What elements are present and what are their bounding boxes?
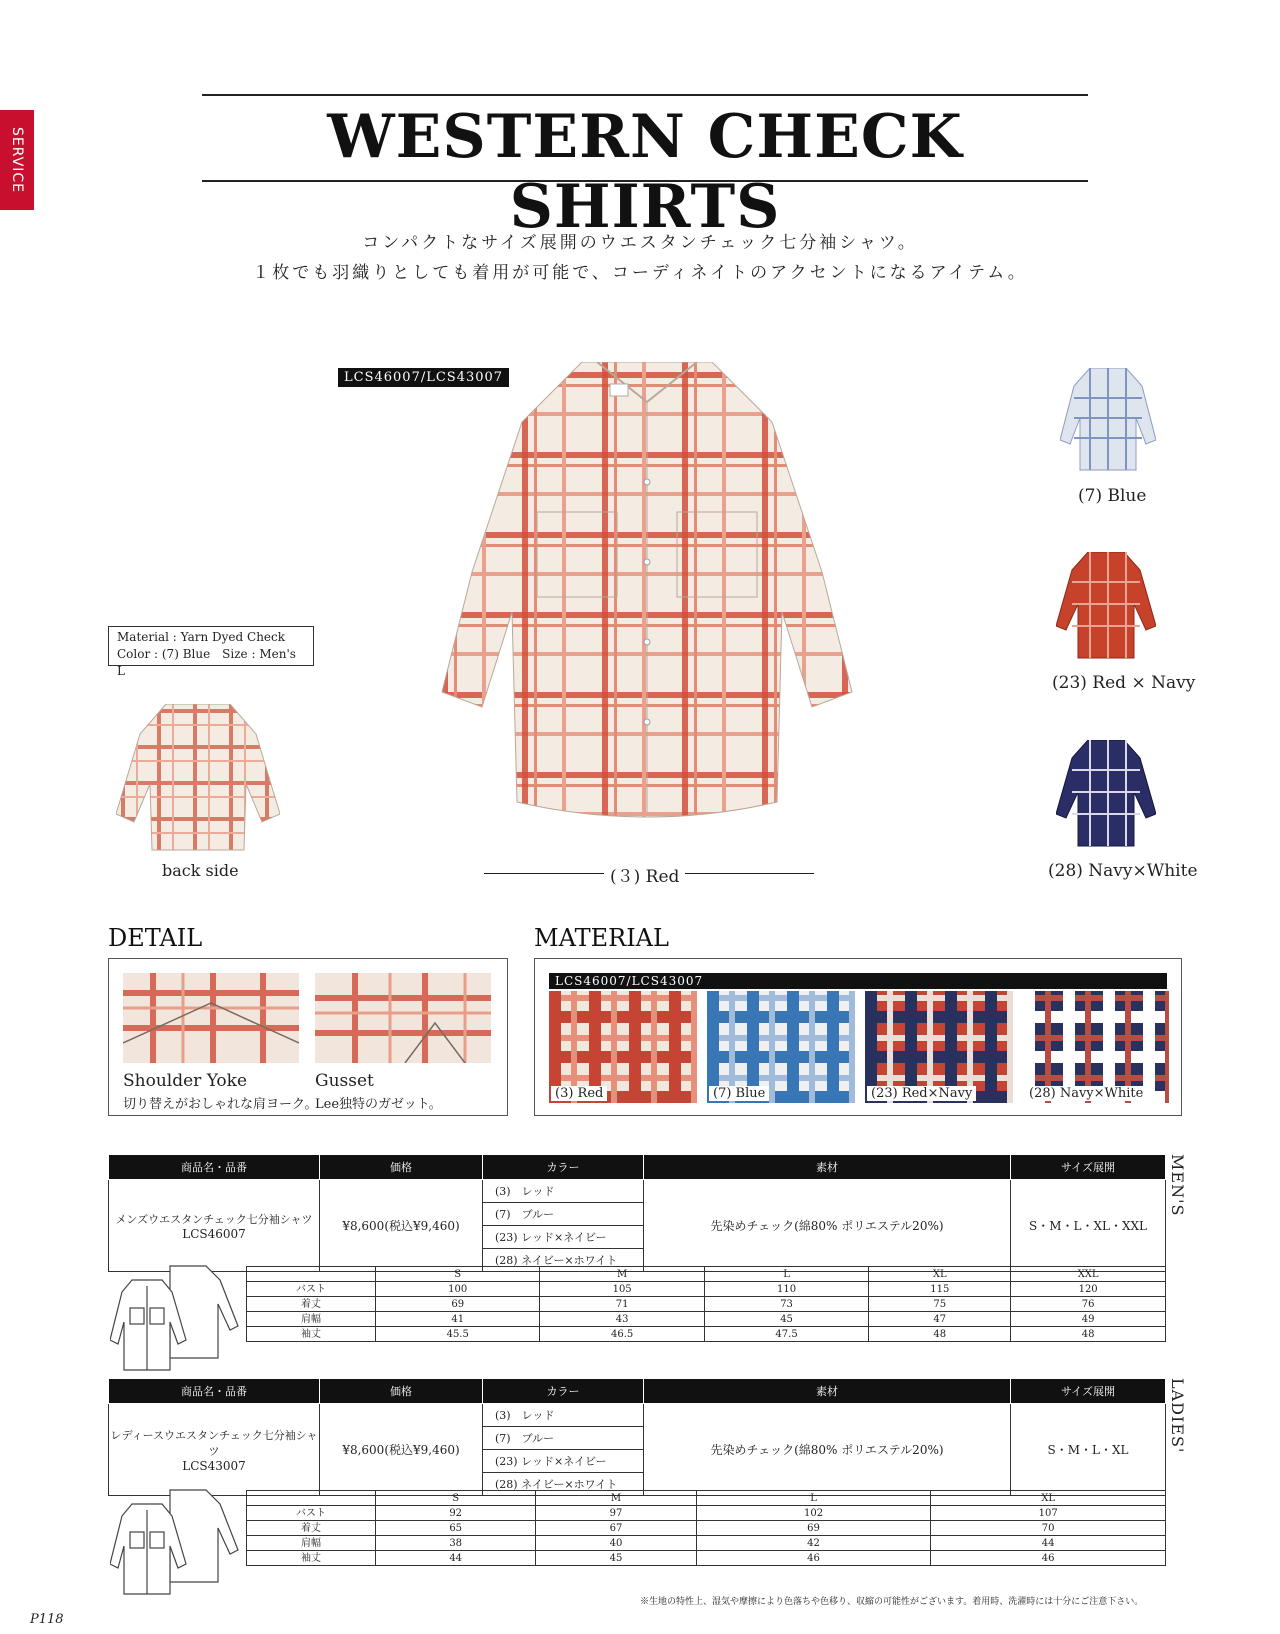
title-frame	[202, 94, 1088, 242]
mens-row-shoulder: 肩幅	[247, 1312, 376, 1327]
shoulder-yoke-desc: 切り替えがおしゃれな肩ヨーク。	[123, 1097, 318, 1112]
swatch-row	[549, 991, 1169, 1103]
mens-material: 先染めチェック(綿80% ポリエステル20%)	[644, 1180, 1011, 1272]
variant-blue-image[interactable]	[1060, 368, 1156, 476]
ladies-price: ¥8,600(税込¥9,460)	[320, 1404, 483, 1496]
ladies-code: LCS43007	[182, 1458, 246, 1473]
mens-row-bust: バスト	[247, 1282, 376, 1297]
size-cell: 70	[931, 1521, 1166, 1536]
ladies-row-bust: バスト	[247, 1506, 376, 1521]
header-name: 商品名・品番	[109, 1155, 320, 1180]
mens-flat-sketch	[110, 1262, 240, 1376]
size-cell: 110	[704, 1282, 868, 1297]
ladies-size-col-l: L	[696, 1491, 931, 1506]
size-cell: 69	[376, 1297, 540, 1312]
size-cell: 45	[536, 1551, 696, 1566]
size-cell: 47.5	[704, 1327, 868, 1342]
ladies-size-table	[246, 1490, 1166, 1566]
size-cell: 38	[376, 1536, 536, 1551]
ladies-material: 先染めチェック(綿80% ポリエステル20%)	[644, 1404, 1011, 1496]
care-footnote: ※生地の特性上、湿気や摩擦により色落ちや色移り、収縮の可能性がございます。着用時、洗濯時には十分にご注意下さい。	[640, 1597, 1144, 1607]
size-cell: 97	[536, 1506, 696, 1521]
variant-navy-white-caption: (28) Navy×White	[1048, 861, 1198, 881]
size-cell: 48	[869, 1327, 1011, 1342]
header-color: カラー	[483, 1155, 644, 1180]
mens-size-col-m: M	[540, 1267, 704, 1282]
size-cell: 43	[540, 1312, 704, 1327]
size-cell: 100	[376, 1282, 540, 1297]
swatch-navy-white-label: (28) Navy×White	[1025, 1086, 1147, 1101]
size-cell: 40	[536, 1536, 696, 1551]
intro-line-1: コンパクトなサイズ展開のウエスタンチェック七分袖シャツ。	[362, 233, 918, 253]
ladies-color-2: (7) ブルー	[483, 1427, 644, 1450]
header-name: 商品名・品番	[109, 1379, 320, 1404]
swatch-red-label: (3) Red	[551, 1086, 607, 1101]
ladies-label: LADIES'	[1168, 1378, 1187, 1454]
size-cell: 65	[376, 1521, 536, 1536]
ladies-row-length: 着丈	[247, 1521, 376, 1536]
ladies-name: レディースウエスタンチェック七分袖シャツ	[110, 1428, 318, 1458]
variant-navy-white-image[interactable]	[1056, 740, 1156, 852]
product-code-tag: LCS46007/LCS43007	[338, 368, 509, 387]
size-cell: 75	[869, 1297, 1011, 1312]
spec-note	[108, 626, 314, 678]
spec-color-size: Color : (7) Blue Size : Men's L	[117, 647, 296, 678]
intro-line-2: １枚でも羽織りとしても着用が可能で、コーディネイトのアクセントになるアイテム。	[252, 263, 1028, 283]
size-cell: 76	[1011, 1297, 1166, 1312]
spec-material: Material : Yarn Dyed Check	[117, 630, 286, 644]
size-cell: 48	[1011, 1327, 1166, 1342]
size-cell: 45.5	[376, 1327, 540, 1342]
ladies-color-4: (28) ネイビー×ホワイト	[483, 1473, 644, 1496]
header-price: 価格	[320, 1379, 483, 1404]
swatch-red[interactable]	[549, 991, 697, 1103]
mens-size-col-xxl: XXL	[1011, 1267, 1166, 1282]
mens-price: ¥8,600(税込¥9,460)	[320, 1180, 483, 1272]
mens-sizes: S・M・L・XL・XXL	[1011, 1180, 1166, 1272]
gusset-desc: Lee独特のガゼット。	[315, 1097, 442, 1112]
mens-code: LCS46007	[182, 1226, 246, 1241]
variant-red-navy-image[interactable]	[1056, 552, 1156, 664]
size-cell: 46	[696, 1551, 931, 1566]
material-heading: MATERIAL	[534, 924, 669, 952]
ladies-size-col-m: M	[536, 1491, 696, 1506]
header-material: 素材	[644, 1379, 1011, 1404]
mens-color-1: (3) レッド	[483, 1180, 644, 1203]
size-cell: 105	[540, 1282, 704, 1297]
mens-size-col-s: S	[376, 1267, 540, 1282]
main-shirt-image	[432, 362, 862, 832]
swatch-blue-label: (7) Blue	[709, 1086, 769, 1101]
size-cell: 44	[931, 1536, 1166, 1551]
material-box	[534, 958, 1182, 1116]
ladies-color-1: (3) レッド	[483, 1404, 644, 1427]
ladies-spec-table	[108, 1378, 1166, 1496]
size-cell: 49	[1011, 1312, 1166, 1327]
header-color: カラー	[483, 1379, 644, 1404]
ladies-flat-sketch	[110, 1486, 240, 1600]
size-cell: 42	[696, 1536, 931, 1551]
swatch-red-navy[interactable]	[865, 991, 1013, 1103]
page-number: P118	[30, 1612, 64, 1627]
mens-size-col-l: L	[704, 1267, 868, 1282]
shoulder-yoke-image	[123, 973, 299, 1063]
size-cell: 44	[376, 1551, 536, 1566]
swatch-blue[interactable]	[707, 991, 855, 1103]
mens-row-sleeve: 袖丈	[247, 1327, 376, 1342]
ladies-color-3: (23) レッド×ネイビー	[483, 1450, 644, 1473]
ladies-size-col-xl: XL	[931, 1491, 1166, 1506]
mens-color-3: (23) レッド×ネイビー	[483, 1226, 644, 1249]
detail-box	[108, 958, 508, 1116]
service-tab[interactable]: SERVICE	[0, 110, 34, 210]
page-title: WESTERN CHECK SHIRTS	[327, 102, 963, 242]
mens-row-length: 着丈	[247, 1297, 376, 1312]
ladies-row-sleeve: 袖丈	[247, 1551, 376, 1566]
shoulder-yoke-title: Shoulder Yoke	[123, 1071, 248, 1091]
mens-size-col-xl: XL	[869, 1267, 1011, 1282]
header-price: 価格	[320, 1155, 483, 1180]
mens-name: メンズウエスタンチェック七分袖シャツ	[115, 1212, 313, 1226]
variant-red-navy-caption: (23) Red × Navy	[1052, 673, 1196, 693]
size-cell: 69	[696, 1521, 931, 1536]
size-cell: 46.5	[540, 1327, 704, 1342]
size-cell: 47	[869, 1312, 1011, 1327]
mens-color-2: (7) ブルー	[483, 1203, 644, 1226]
mens-color-4: (28) ネイビー×ホワイト	[483, 1249, 644, 1272]
material-code-tag: LCS46007/LCS43007	[549, 973, 1167, 989]
gusset-image	[315, 973, 491, 1063]
variant-blue-caption: (7) Blue	[1078, 486, 1147, 506]
header-sizes: サイズ展開	[1011, 1379, 1166, 1404]
ladies-row-shoulder: 肩幅	[247, 1536, 376, 1551]
size-cell: 45	[704, 1312, 868, 1327]
mens-label: MEN'S	[1168, 1154, 1187, 1217]
size-cell: 73	[704, 1297, 868, 1312]
size-cell: 107	[931, 1506, 1166, 1521]
gusset-title: Gusset	[315, 1071, 374, 1091]
size-cell: 41	[376, 1312, 540, 1327]
swatch-red-navy-label: (23) Red×Navy	[867, 1086, 976, 1101]
header-sizes: サイズ展開	[1011, 1155, 1166, 1180]
mens-spec-table	[108, 1154, 1166, 1272]
back-side-caption: back side	[162, 861, 239, 880]
mens-size-table	[246, 1266, 1166, 1342]
size-cell: 115	[869, 1282, 1011, 1297]
detail-heading: DETAIL	[108, 924, 203, 952]
main-color-caption: (３) Red	[604, 862, 685, 887]
size-cell: 102	[696, 1506, 931, 1521]
size-cell: 92	[376, 1506, 536, 1521]
ladies-sizes: S・M・L・XL	[1011, 1404, 1166, 1496]
size-cell: 46	[931, 1551, 1166, 1566]
header-material: 素材	[644, 1155, 1011, 1180]
swatch-navy-white[interactable]	[1023, 991, 1169, 1103]
ladies-size-col-s: S	[376, 1491, 536, 1506]
size-cell: 120	[1011, 1282, 1166, 1297]
size-cell: 67	[536, 1521, 696, 1536]
back-side-image	[116, 704, 280, 858]
size-cell: 71	[540, 1297, 704, 1312]
